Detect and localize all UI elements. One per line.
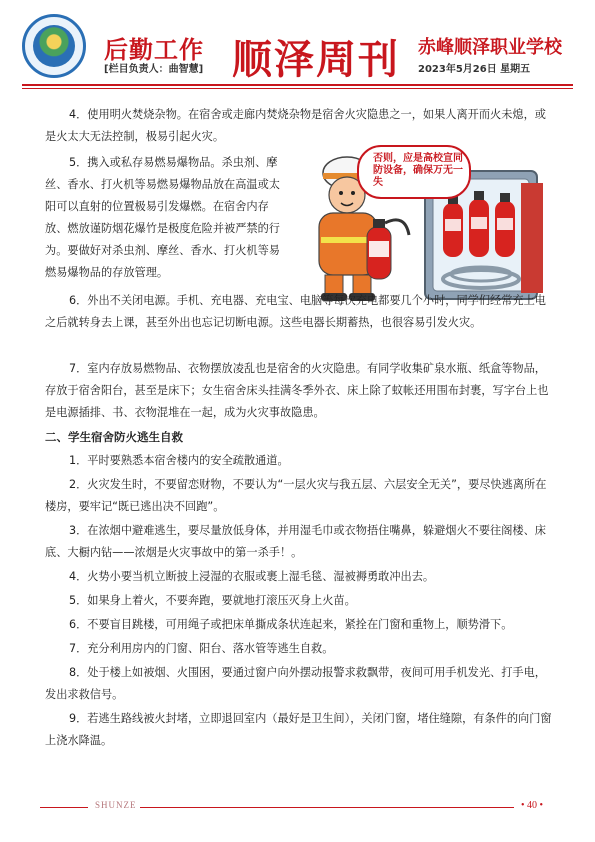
- escape-step-3: 3．在浓烟中避难逃生，要尽量放低身体，并用湿毛巾或衣物捂住嘴鼻，躲避烟火不要往阁楼、床底、大橱内钻——浓烟是火灾事故中的第一杀手！。: [45, 524, 546, 559]
- escape-step-5: 5．如果身上着火，不要奔跑，要就地打滚压灭身上火苗。: [69, 594, 356, 607]
- page-number: • 40 •: [521, 800, 544, 811]
- escape-step-2: 2．火灾发生时，不要留恋财物，不要认为“一层火灾与我五层、六层安全无关”，要尽快逃离所在楼房，要牢记“既已逃出决不回跑”。: [45, 478, 547, 513]
- escape-step-8: 8．处于楼上如被烟、火围困，要通过窗户向外摆动报警求救飘带，夜间可用手机发光、打手电，发出求救信号。: [45, 666, 546, 701]
- escape-step-9: 9．若逃生路线被火封堵，立即退回室内（最好是卫生间），关闭门窗，堵住缝隙，有条件的向门窗上浇水降温。: [45, 712, 552, 747]
- fire-safety-illustration: [297, 143, 547, 303]
- paragraph-4: 4．使用明火焚烧杂物。在宿舍或走廊内焚烧杂物是宿舍火灾隐患之一，如果人离开而火未熄，或是火太大无法控制，极易引起火灾。: [45, 108, 546, 143]
- column-editor: [栏目负责人：曲智慧]: [104, 64, 204, 75]
- column-title: 后勤工作: [104, 36, 204, 64]
- section-heading: 二、学生宿舍防火逃生自救: [45, 430, 183, 444]
- footer-rule-left: [40, 807, 88, 808]
- escape-step-1: 1．平时要熟悉本宿舍楼内的安全疏散通道。: [69, 454, 289, 467]
- escape-step-7: 7．充分利用房内的门窗、阳台、落水管等逃生自救。: [69, 642, 334, 655]
- escape-step-4: 4．火势小要当机立断披上浸湿的衣服或裹上湿毛毯、湿被褥勇敢冲出去。: [69, 570, 435, 583]
- speech-bubble-text: 否则，应是高校宣同 防设备，确保万无一失: [373, 153, 463, 188]
- page-header: [0, 0, 595, 90]
- masthead: 顺泽周刊: [232, 37, 400, 83]
- speech-bubble: [357, 145, 471, 199]
- school-name: 赤峰顺泽职业学校: [418, 37, 562, 58]
- paragraph-6: 6．外出不关闭电源。手机、充电器、充电宝、电脑等每次充电都要几个小时，同学们经常充上电之后就转身去上课，甚至外出也忘记切断电源。这些电器长期蓄热，也很容易引发火灾。: [45, 294, 546, 329]
- paragraph-5: 5．携入或私存易燃易爆物品。杀虫剂、摩丝、香水、打火机等易燃易爆物品放在高温或太阳可以直射的位置极易引发爆燃。在宿舍内存放、燃放谨防烟花爆竹是极度危险并被严禁的行为。要做好对杀虫剂、摩丝、香水、打火机等易燃易爆物品的存放管理。: [45, 156, 280, 279]
- logo-emblem: [33, 25, 75, 67]
- header-rule-thin: [22, 88, 573, 89]
- paragraph-7: 7．室内存放易燃物品、衣物摆放凌乱也是宿舍的火灾隐患。有同学收集矿泉水瓶、纸盒等物品，存放于宿舍阳台，甚至是床下；女生宿舍床头挂满冬季外衣、床上除了蚊帐还用围布封裹，写字台上也是电源插排、书、衣物混堆在一起，成为火灾事故隐患。: [45, 362, 549, 419]
- header-rule: [22, 84, 573, 86]
- escape-step-6: 6．不要盲目跳楼，可用绳子或把床单撕成条状连起来，紧拴在门窗和重物上，顺势滑下。: [69, 618, 513, 631]
- school-logo: [22, 14, 86, 78]
- footer-brand: SHUNZE: [95, 800, 137, 810]
- footer-rule: [140, 807, 514, 808]
- issue-date: 2023年5月26日 星期五: [418, 64, 531, 75]
